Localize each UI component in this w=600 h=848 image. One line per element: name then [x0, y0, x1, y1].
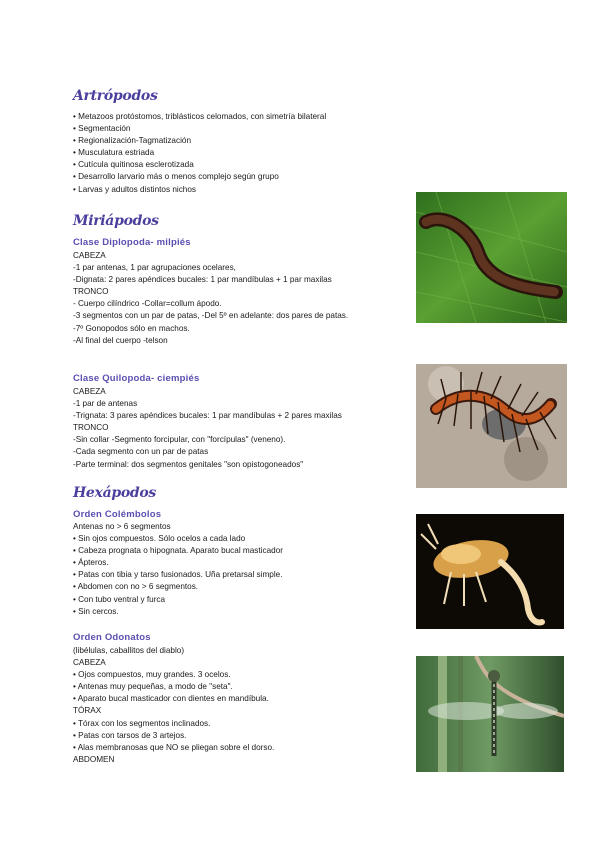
section-title-artropodos: Artrópodos — [73, 88, 158, 104]
text-line: -1 par antenas, 1 par agrupaciones ocelares, — [73, 263, 236, 273]
millipede-photo — [416, 192, 567, 323]
text-line: -3 segmentos con un par de patas, -Del 5º en adelante: dos pares de patas. — [73, 311, 349, 321]
text-line: -1 par de antenas — [73, 399, 138, 409]
artropodos-list — [73, 111, 326, 196]
text-line: CABEZA — [73, 251, 106, 260]
text-line: • Regionalización-Tagmatización — [73, 136, 192, 146]
text-line: -7º Gonopodos sólo en machos. — [73, 323, 190, 333]
text-line: • Ápteros. — [73, 558, 109, 568]
text-line: • Musculatura estriada — [73, 148, 155, 158]
text-line: • Larvas y adultos distintos nichos — [73, 184, 197, 194]
centipede-photo — [416, 364, 567, 488]
dragonfly-photo — [416, 656, 564, 772]
text-line: ABDOMEN — [73, 754, 115, 764]
text-line: • Metazoos protóstomos, triblásticos celomados, con simetría bilateral — [73, 112, 327, 121]
text-line: CABEZA — [73, 387, 106, 396]
text-line: • Sin cercos. — [73, 606, 119, 616]
text-line: TRONCO — [73, 287, 109, 297]
text-line: CABEZA — [73, 658, 106, 668]
text-line: -Al final del cuerpo -telson — [73, 335, 168, 345]
text-line: -Sin collar -Segmento forcipular, con "forcípulas" (veneno). — [73, 435, 286, 445]
text-line: • Ojos compuestos, muy grandes. 3 ocelos. — [73, 670, 231, 680]
text-line: -Dignata: 2 pares apéndices bucales: 1 par mandíbulas + 1 par maxilas — [73, 275, 332, 285]
section-title-miriapodos: Miriápodos — [73, 213, 159, 229]
text-line: • Cutícula quitinosa esclerotizada — [73, 160, 194, 170]
text-line: • Desarrollo larvario más o menos complejo según grupo — [73, 172, 279, 182]
text-line: • Patas con tarsos de 3 artejos. — [73, 730, 187, 740]
text-line: • Con tubo ventral y furca — [73, 594, 166, 604]
text-line: • Aparato bucal masticador con dientes en mandíbula. — [73, 694, 269, 704]
text-line: Antenas no > 6 segmentos — [73, 522, 171, 531]
text-line: (libélulas, caballitos del diablo) — [73, 646, 185, 655]
text-line: TÓRAX — [73, 706, 102, 716]
text-line: • Alas membranosas que NO se pliegan sobre el dorso. — [73, 742, 275, 752]
springtail-photo — [416, 514, 564, 629]
text-line: -Parte terminal: dos segmentos genitales "son opistogoneados" — [73, 459, 304, 469]
colembolos-list — [73, 521, 283, 618]
text-line: - Cuerpo cilíndrico -Collar=collum ápodo. — [73, 299, 222, 309]
text-line: • Segmentación — [73, 124, 131, 134]
subtitle-diplopoda: Clase Diplopoda- milpiés — [73, 237, 191, 248]
text-line: -Cada segmento con un par de patas — [73, 447, 209, 457]
text-line: • Tórax con los segmentos inclinados. — [73, 718, 211, 728]
subtitle-quilopoda: Clase Quilopoda- ciempiés — [73, 373, 200, 384]
subtitle-colembolos: Orden Colémbolos — [73, 509, 162, 520]
text-line: • Cabeza prognata o hipognata. Aparato bucal masticador — [73, 546, 283, 556]
text-line: -Trignata: 3 pares apéndices bucales: 1 par mandíbulas + 2 pares maxilas — [73, 411, 342, 421]
text-line: • Patas con tibia y tarso fusionados. Uña pretarsal simple. — [73, 570, 283, 580]
odonatos-list — [73, 645, 274, 766]
text-line: • Antenas muy pequeñas, a modo de "seta". — [73, 682, 233, 692]
text-line: TRONCO — [73, 423, 109, 433]
diplopoda-list — [73, 250, 348, 347]
section-title-hexapodos: Hexápodos — [73, 485, 156, 501]
quilopoda-list — [73, 386, 342, 471]
text-line: • Sin ojos compuestos. Sólo ocelos a cada lado — [73, 534, 246, 544]
subtitle-odonatos: Orden Odonatos — [73, 632, 151, 643]
text-line: • Abdomen con no > 6 segmentos. — [73, 582, 199, 592]
